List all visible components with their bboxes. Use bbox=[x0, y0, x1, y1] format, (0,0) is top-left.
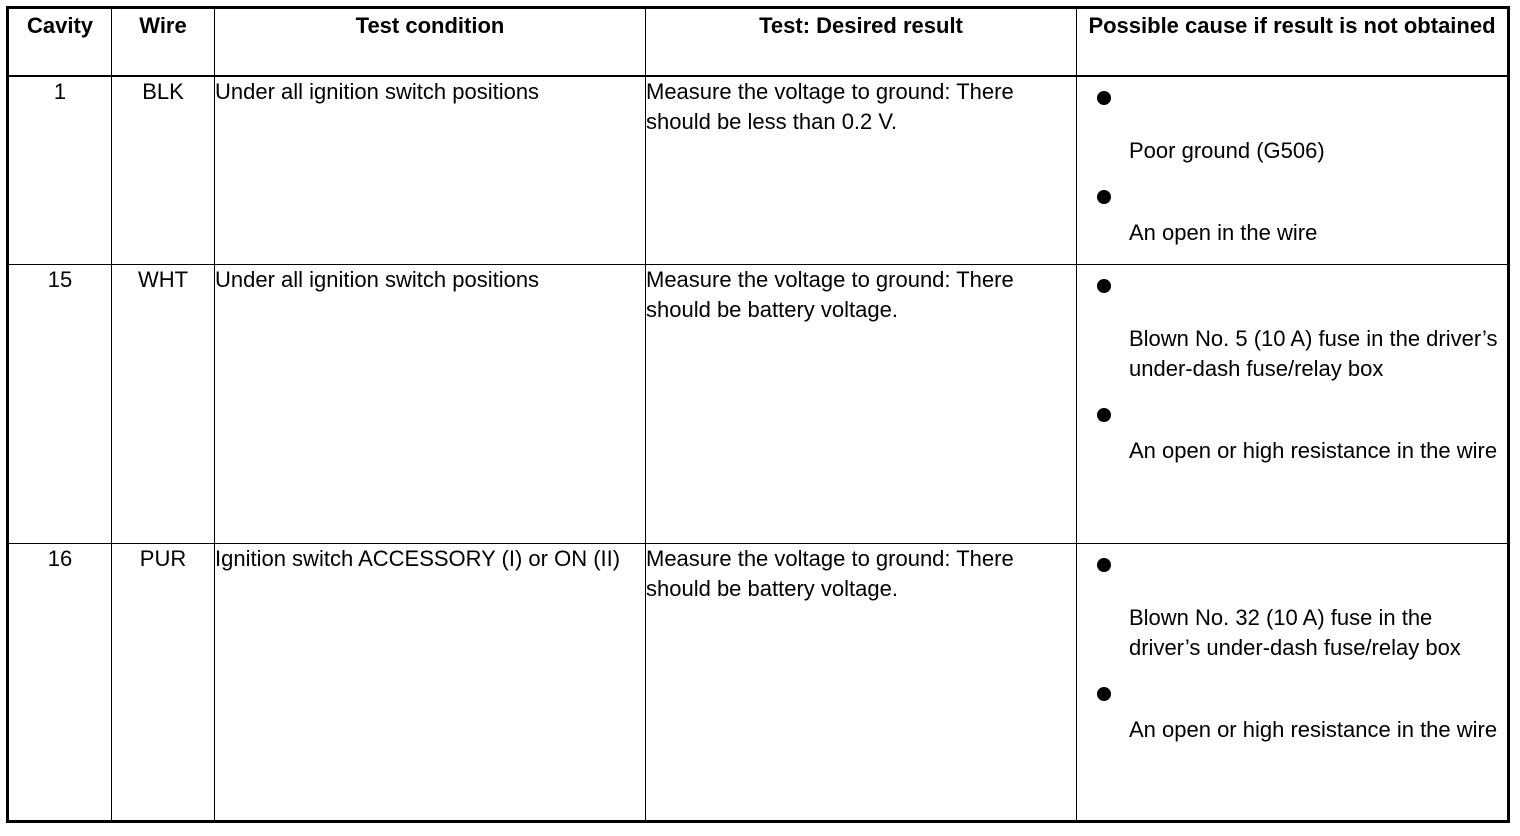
test-condition-cell: Under all ignition switch positions bbox=[215, 76, 646, 265]
header-desired-result: Test: Desired result bbox=[646, 8, 1077, 77]
possible-cause-cell bbox=[1077, 76, 1509, 265]
header-wire: Wire bbox=[112, 8, 215, 77]
desired-result-cell: Measure the voltage to ground: There should be battery voltage. bbox=[646, 544, 1077, 822]
cause-item bbox=[1077, 265, 1507, 384]
header-possible-cause: Possible cause if result is not obtained bbox=[1077, 8, 1509, 77]
table-row bbox=[8, 76, 1509, 265]
header-row bbox=[8, 8, 1509, 77]
desired-result-cell: Measure the voltage to ground: There should be battery voltage. bbox=[646, 265, 1077, 544]
cause-item bbox=[1077, 384, 1507, 466]
cause-text: Blown No. 5 (10 A) fuse in the driver’s under-dash fuse/relay box bbox=[1129, 326, 1498, 381]
table-row bbox=[8, 265, 1509, 544]
bullet-icon bbox=[1097, 91, 1111, 105]
bullet-icon bbox=[1097, 279, 1111, 293]
wire-cell: WHT bbox=[112, 265, 215, 544]
cavity-cell: 16 bbox=[8, 544, 112, 822]
header-cavity: Cavity bbox=[8, 8, 112, 77]
desired-result-cell: Measure the voltage to ground: There should be less than 0.2 V. bbox=[646, 76, 1077, 265]
cause-text: Poor ground (G506) bbox=[1129, 138, 1325, 163]
cause-item bbox=[1077, 77, 1507, 166]
bullet-icon bbox=[1097, 190, 1111, 204]
cause-text: An open in the wire bbox=[1129, 220, 1318, 245]
cause-item bbox=[1077, 544, 1507, 663]
test-condition-cell: Ignition switch ACCESSORY (I) or ON (II) bbox=[215, 544, 646, 822]
cause-item bbox=[1077, 166, 1507, 248]
test-condition-cell: Under all ignition switch positions bbox=[215, 265, 646, 544]
wire-cell: BLK bbox=[112, 76, 215, 265]
cause-text: Blown No. 32 (10 A) fuse in the driver’s under-dash fuse/relay box bbox=[1129, 605, 1461, 660]
cause-text: An open or high resistance in the wire bbox=[1129, 717, 1498, 742]
wire-cell: PUR bbox=[112, 544, 215, 822]
cavity-cell: 1 bbox=[8, 76, 112, 265]
table-row bbox=[8, 544, 1509, 822]
cavity-cell: 15 bbox=[8, 265, 112, 544]
header-test-condition: Test condition bbox=[215, 8, 646, 77]
cause-text: An open or high resistance in the wire bbox=[1129, 438, 1498, 463]
connector-test-table bbox=[6, 6, 1510, 823]
possible-cause-cell bbox=[1077, 544, 1509, 822]
cause-item bbox=[1077, 663, 1507, 745]
bullet-icon bbox=[1097, 408, 1111, 422]
bullet-icon bbox=[1097, 558, 1111, 572]
possible-cause-cell bbox=[1077, 265, 1509, 544]
bullet-icon bbox=[1097, 687, 1111, 701]
